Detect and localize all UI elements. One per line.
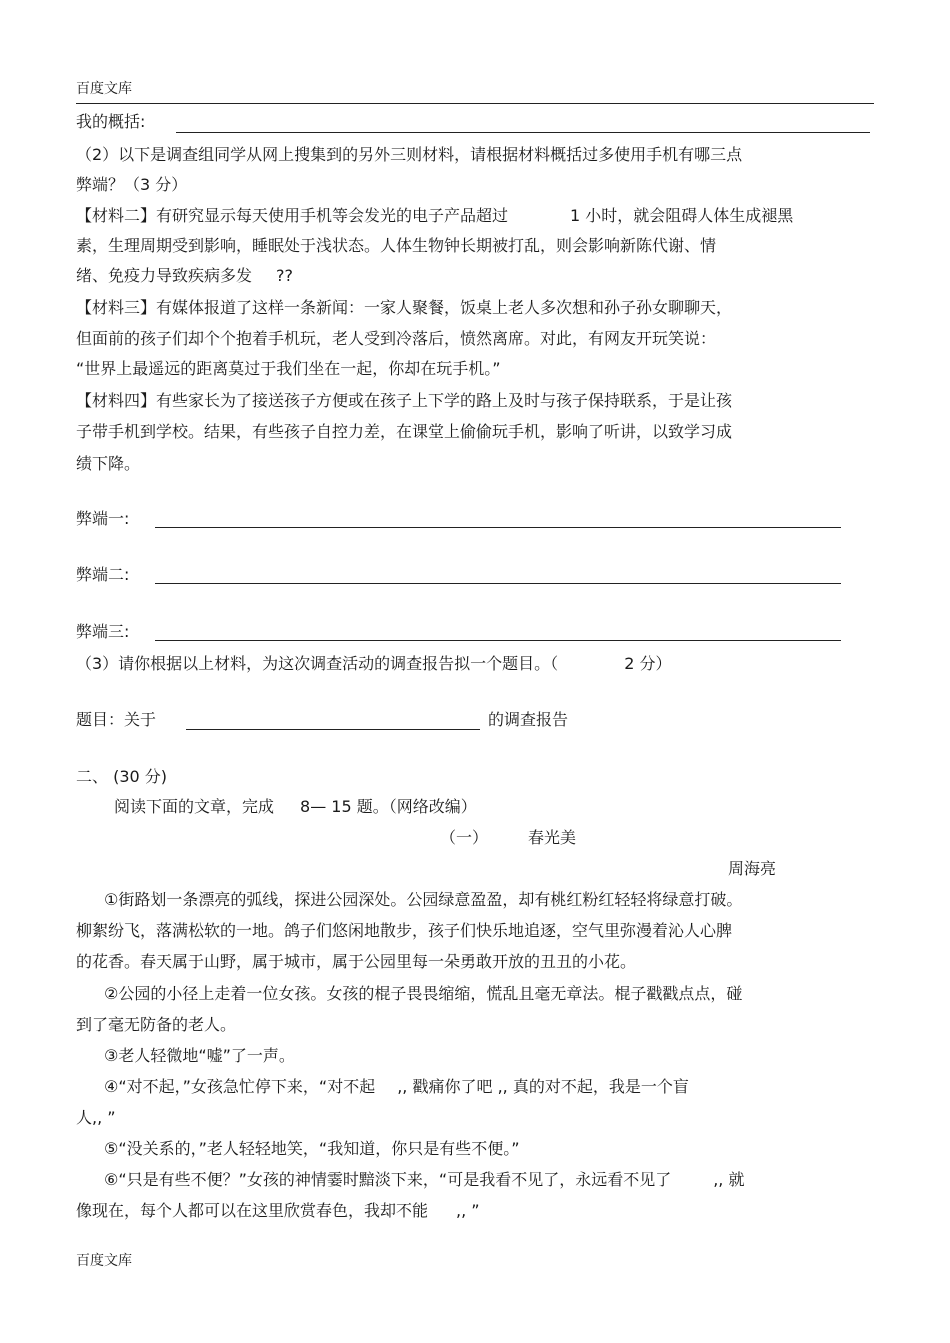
drawback-3-answer-line[interactable]: [155, 640, 841, 641]
paragraph-2-line1: ②公园的小径上走着一位女孩。女孩的棍子畏畏缩缩，慌乱且毫无章法。棍子戳戳点点，碰: [104, 984, 743, 1003]
material4-line1: 【材料四】有些家长为了接送孩子方便或在孩子上下学的路上及时与孩子保持联系，于是让孩: [76, 391, 733, 410]
article-title: 春光美: [528, 828, 577, 847]
footer-label: 百度文库: [76, 1253, 132, 1269]
drawback-1-answer-line[interactable]: [155, 527, 841, 528]
paragraph-4-line2: 人,, ”: [76, 1108, 116, 1127]
section2-instruction-a: 阅读下面的文章，完成: [114, 797, 275, 816]
material4-line3: 绩下降。: [76, 454, 141, 473]
material4-line2: 子带手机到学校。结果，有些孩子自控力差，在课堂上偷偷玩手机，影响了听讲，以致学习成: [76, 422, 733, 441]
article-author: 周海亮: [728, 859, 777, 878]
summary-answer-line[interactable]: [176, 132, 870, 133]
q2-prompt-line1: （2）以下是调查组同学从网上搜集到的另外三则材料，请根据材料概括过多使用手机有哪三点: [76, 145, 743, 164]
paragraph-1-line1: ①街路划一条漂亮的弧线，探进公园深处。公园绿意盈盈，却有桃红粉红轻轻将绿意打破。: [104, 890, 743, 909]
q2-prompt-line2: 弊端？（3 分）: [76, 175, 188, 194]
paragraph-3: ③老人轻微地“嘘”了一声。: [104, 1046, 295, 1065]
paragraph-1-line3: 的花香。春天属于山野，属于城市，属于公园里每一朵勇敢开放的丑丑的小花。: [76, 952, 637, 971]
q3-prompt: [76, 654, 671, 674]
drawback-2-answer-line[interactable]: [155, 583, 841, 584]
article-part-label: （一）: [440, 828, 489, 847]
title-prefix: 题目：关于: [76, 710, 157, 729]
paragraph-6-line2b: ,, ”: [456, 1201, 480, 1220]
title-suffix: 的调查报告: [488, 710, 569, 729]
paragraph-5: ⑤“没关系的，”老人轻轻地笑，“我知道，你只是有些不便。”: [104, 1139, 520, 1158]
paragraph-6-line2: [76, 1201, 480, 1221]
q3-prompt-b: 2 分）: [624, 654, 672, 673]
paragraph-6-line1b: ,, 就: [713, 1170, 745, 1189]
paragraph-4-line1: [104, 1077, 689, 1097]
paragraph-6-line2a: 像现在，每个人都可以在这里欣赏春色，我却不能: [76, 1201, 429, 1220]
q3-prompt-a: （3）请你根据以上材料，为这次调查活动的调查报告拟一个题目。（: [76, 654, 559, 673]
material3-line1: 【材料三】有媒体报道了这样一条新闻：一家人聚餐，饭桌上老人多次想和孙子孙女聊聊天，: [76, 298, 733, 317]
paragraph-1-line2: 柳絮纷飞，落满松软的一地。鸽子们悠闲地散步，孩子们快乐地追逐，空气里弥漫着沁人心脾: [76, 921, 733, 940]
drawback-2-label: 弊端二:: [76, 565, 130, 584]
material2-line3: [76, 266, 293, 286]
summary-label: 我的概括:: [76, 112, 146, 131]
section2-instruction-b: 8— 15 题。（网络改编）: [300, 797, 477, 816]
material2-line3a: 绪、免疫力导致疾病多发: [76, 266, 253, 285]
material2-line1a: 【材料二】有研究显示每天使用手机等会发光的电子产品超过: [76, 206, 509, 225]
paragraph-4-line1a: ④“对不起，”女孩急忙停下来，“对不起: [104, 1077, 376, 1096]
material2-line1: [76, 206, 793, 226]
material3-line3: “世界上最遥远的距离莫过于我们坐在一起，你却在玩手机。”: [76, 359, 501, 378]
paragraph-2-line2: 到了毫无防备的老人。: [76, 1015, 237, 1034]
section2-instruction: [114, 797, 477, 817]
drawback-1-label: 弊端一:: [76, 509, 130, 528]
section2-heading: 二、 (30 分): [76, 767, 168, 786]
material2-line2: 素，生理周期受到影响，睡眠处于浅状态。人体生物钟长期被打乱，则会影响新陈代谢、情: [76, 236, 717, 255]
header-rule: [76, 103, 874, 104]
material3-line2: 但面前的孩子们却个个抱着手机玩，老人受到冷落后，愤然离席。对此，有网友开玩笑说：: [76, 329, 717, 348]
paragraph-6-line1a: ⑥“只是有些不便？”女孩的神情霎时黯淡下来，“可是我看不见了，永远看不见了: [104, 1170, 672, 1189]
material2-line1b: 1 小时，就会阻碍人体生成褪黑: [570, 206, 794, 225]
title-answer-line[interactable]: [186, 729, 480, 730]
paragraph-4-line1b: ,, 戳痛你了吧 ,, 真的对不起，我是一个盲: [397, 1077, 689, 1096]
drawback-3-label: 弊端三:: [76, 622, 130, 641]
material2-line3b: ??: [276, 266, 293, 285]
paragraph-6-line1: [104, 1170, 744, 1190]
header-label: 百度文库: [76, 81, 132, 97]
